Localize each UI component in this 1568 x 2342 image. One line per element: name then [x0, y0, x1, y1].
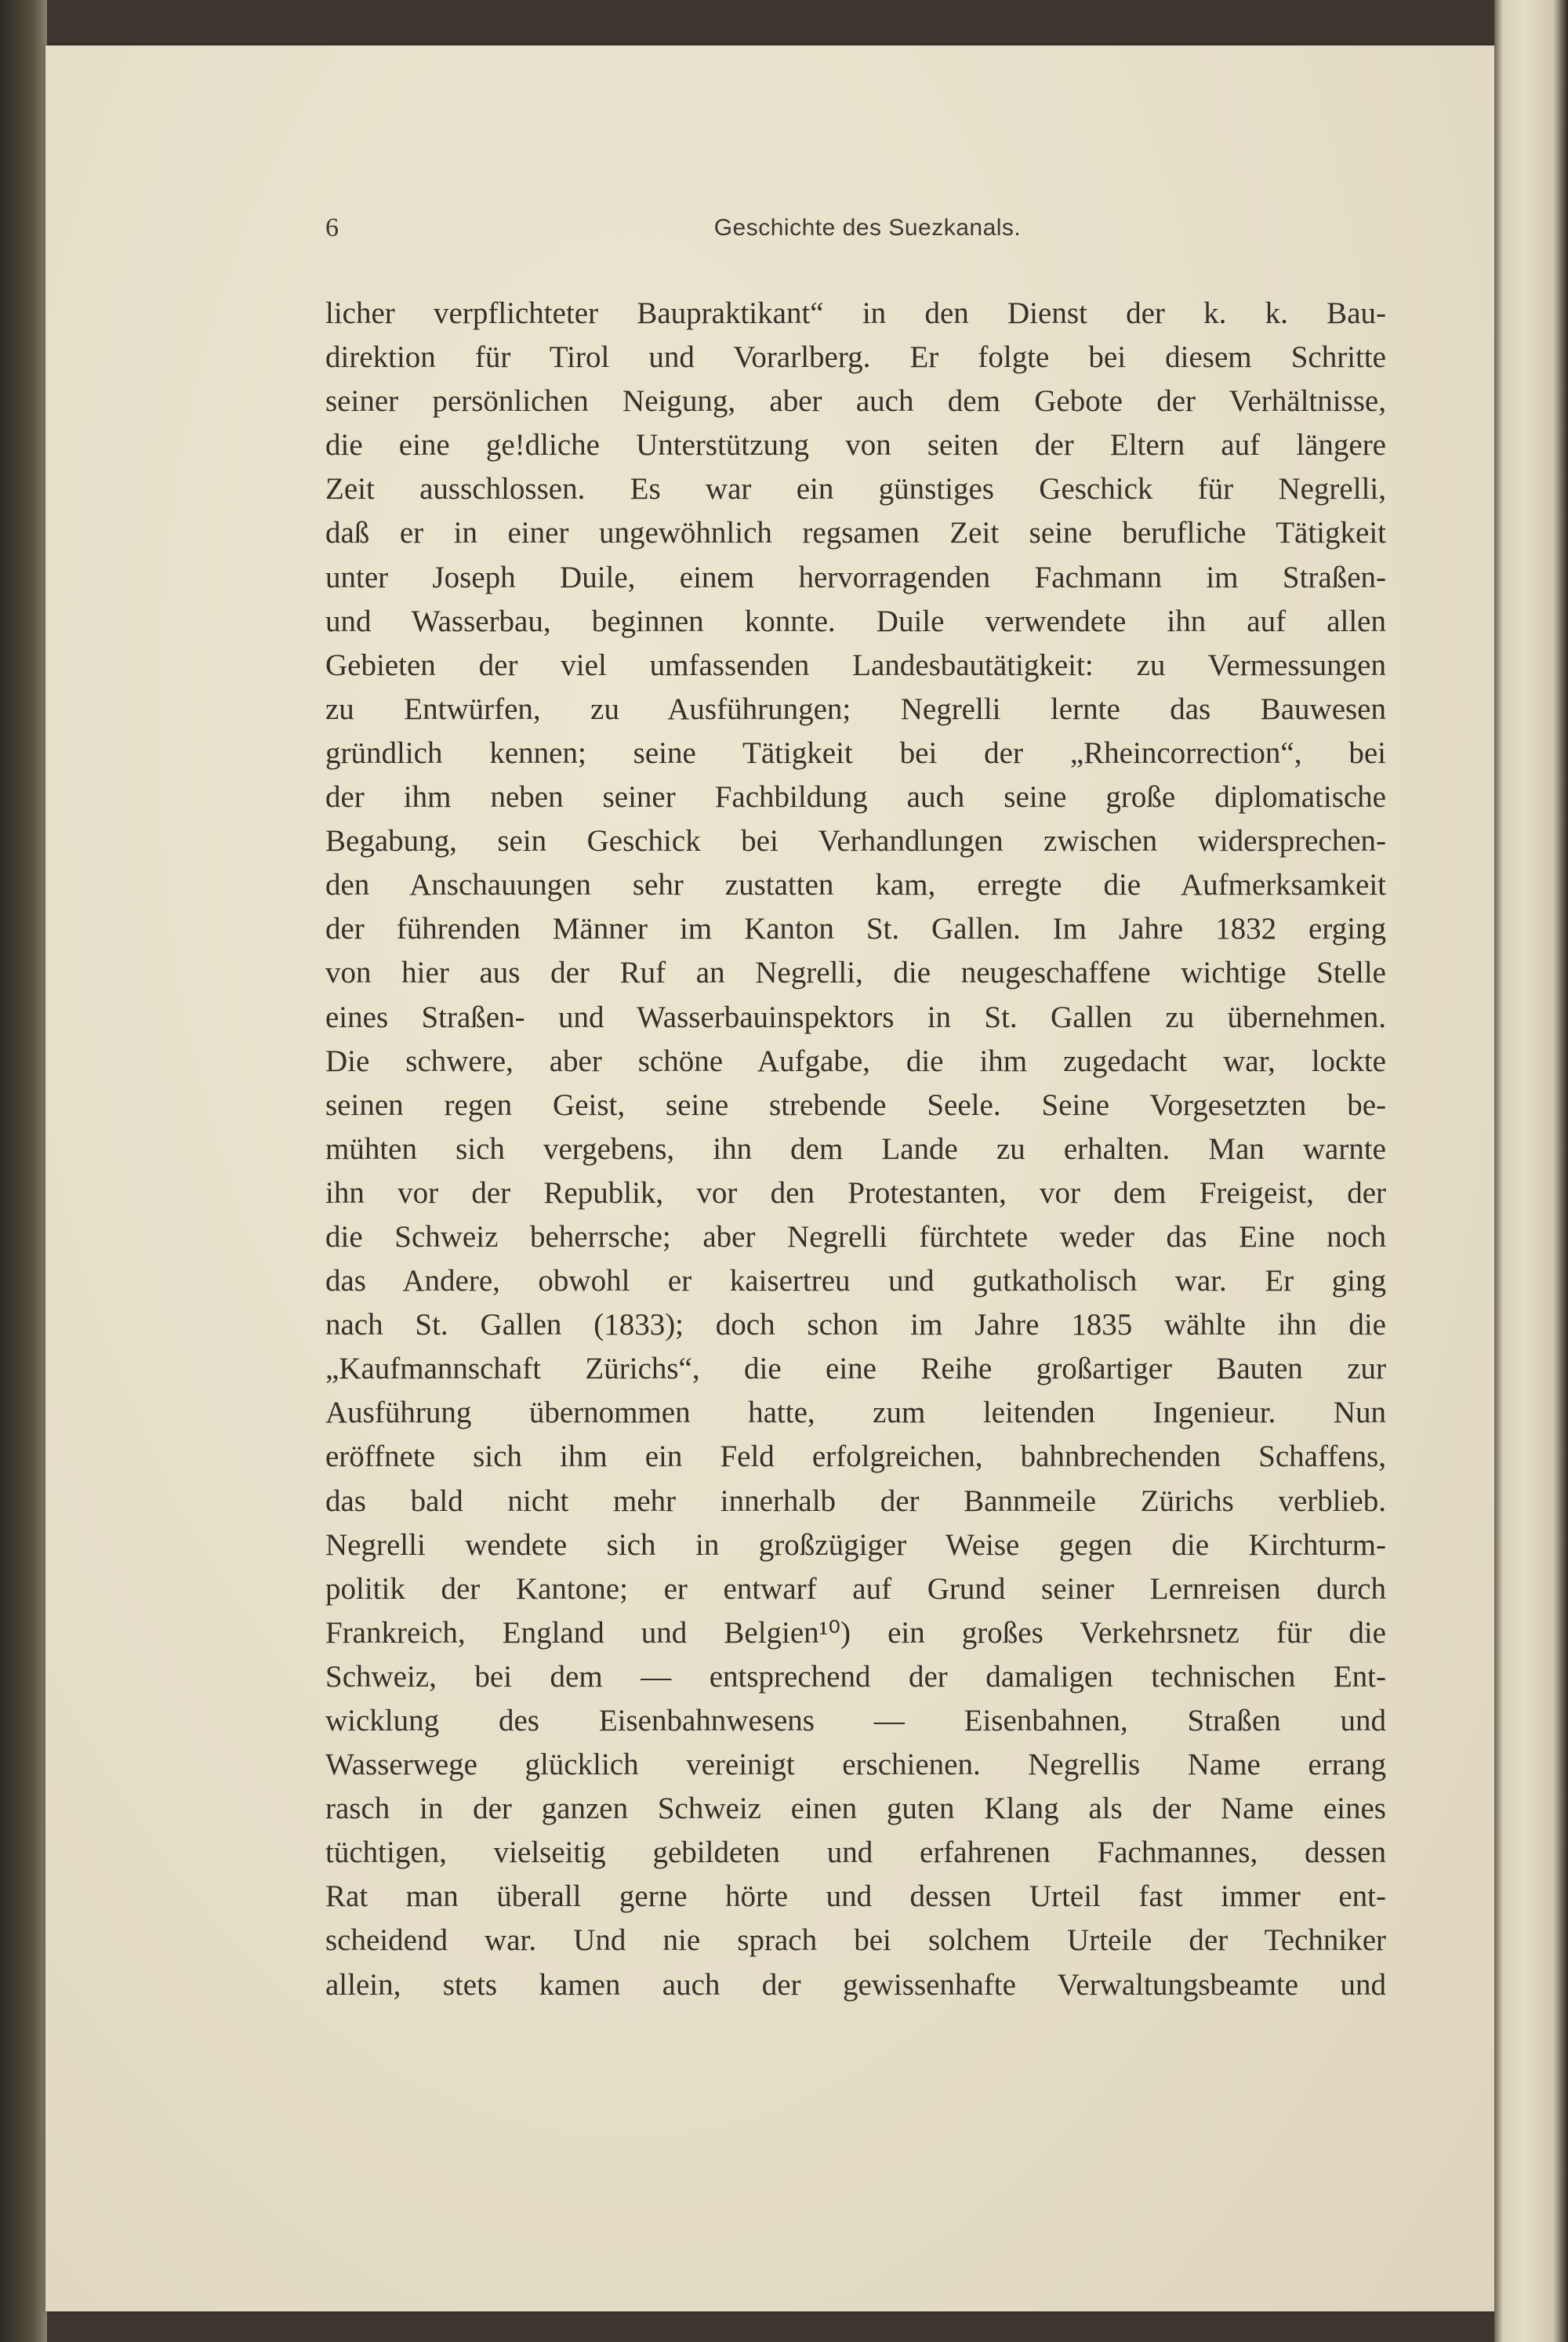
- text-line: Negrelli wendete sich in großzügiger Weise gegen die Kirchturm-: [325, 1527, 1386, 1562]
- text-line: das bald nicht mehr innerhalb der Bannmeile Zürichs verblieb.: [325, 1483, 1386, 1518]
- page-number: 6: [325, 213, 339, 242]
- text-line: Zeit ausschlossen. Es war ein günstiges Geschick für Negrelli,: [325, 472, 1386, 507]
- text-line: seiner persönlichen Neigung, aber auch dem Gebote der Verhältnisse,: [325, 384, 1386, 419]
- text-line: gründlich kennen; seine Tätigkeit bei der „Rheincorrection“, bei: [325, 735, 1386, 770]
- book-left-edge: [0, 0, 47, 2342]
- text-line: die Schweiz beherrsche; aber Negrelli fürchtete weder das Eine noch: [325, 1219, 1386, 1254]
- text-line: von hier aus der Ruf an Negrelli, die neugeschaffene wichtige Stelle: [325, 956, 1386, 990]
- text-line: zu Entwürfen, zu Ausführungen; Negrelli lernte das Bauwesen: [325, 692, 1386, 726]
- text-line: eröffnete sich ihm ein Feld erfolgreichen, bahnbrechenden Schaffens,: [325, 1440, 1386, 1474]
- running-title: Geschichte des Suezkanals.: [713, 215, 1022, 241]
- text-line: unter Joseph Duile, einem hervorragenden Fachmann im Straßen-: [325, 560, 1386, 594]
- text-line: das Andere, obwohl er kaisertreu und gutkatholisch war. Er ging: [325, 1264, 1386, 1298]
- text-line: eines Straßen- und Wasserbauinspektors in St. Gallen zu übernehmen.: [325, 1000, 1386, 1034]
- text-line: nach St. Gallen (1833); doch schon im Jahre 1835 wählte ihn die: [325, 1308, 1386, 1342]
- text-line: ihn vor der Republik, vor den Protestanten, vor dem Freigeist, der: [325, 1175, 1386, 1210]
- text-line: die eine ge!dliche Unterstützung von seiten der Eltern auf längere: [325, 428, 1386, 463]
- text-line: der ihm neben seiner Fachbildung auch seine große diplomatische: [325, 780, 1386, 815]
- text-line: und Wasserbau, beginnen konnte. Duile verwendete ihn auf allen: [325, 604, 1386, 638]
- page-header: [325, 213, 1386, 252]
- text-line: Ausführung übernommen hatte, zum leitenden Ingenieur. Nun: [325, 1396, 1386, 1430]
- text-line: Wasserwege glücklich vereinigt erschienen. Negrellis Name errang: [325, 1748, 1386, 1782]
- text-line: „Kaufmannschaft Zürichs“, die eine Reihe großartiger Bauten zur: [325, 1352, 1386, 1386]
- text-line: scheidend war. Und nie sprach bei solchem Urteile der Techniker: [325, 1923, 1386, 1958]
- text-line: Gebieten der viel umfassenden Landesbautätigkeit: zu Vermessungen: [325, 648, 1386, 682]
- text-line: Die schwere, aber schöne Aufgabe, die ihm zugedacht war, lockte: [325, 1044, 1386, 1078]
- text-line: Begabung, sein Geschick bei Verhandlungen zwischen widersprechen-: [325, 824, 1386, 859]
- text-line: Schweiz, bei dem — entsprechend der damaligen technischen Ent-: [325, 1659, 1386, 1694]
- body-text: [325, 292, 1386, 2007]
- book-gutter-next-page: [1494, 0, 1568, 2342]
- text-line: mühten sich vergebens, ihn dem Lande zu erhalten. Man warnte: [325, 1131, 1386, 1166]
- text-line: wicklung des Eisenbahnwesens — Eisenbahnen, Straßen und: [325, 1704, 1386, 1737]
- text-line: seinen regen Geist, seine strebende Seele. Seine Vorgesetzten be-: [325, 1087, 1386, 1122]
- text-line: allein, stets kamen auch der gewissenhafte Verwaltungsbeamte und: [325, 1967, 1386, 2002]
- text-line: daß er in einer ungewöhnlich regsamen Zeit seine berufliche Tätigkeit: [325, 516, 1386, 550]
- text-line: politik der Kantone; er entwarf auf Grund seiner Lernreisen durch: [325, 1571, 1386, 1606]
- text-line: rasch in der ganzen Schweiz einen guten Klang als der Name eines: [325, 1792, 1386, 1826]
- text-line: der führenden Männer im Kanton St. Gallen. Im Jahre 1832 erging: [325, 912, 1386, 946]
- text-line: den Anschauungen sehr zustatten kam, erregte die Aufmerksamkeit: [325, 868, 1386, 902]
- text-line: Rat man überall gerne hörte und dessen Urteil fast immer ent-: [325, 1879, 1386, 1914]
- text-line: tüchtigen, vielseitig gebildeten und erfahrenen Fachmannes, dessen: [325, 1835, 1386, 1870]
- text-line: Frankreich, England und Belgien¹⁰) ein großes Verkehrsnetz für die: [325, 1615, 1386, 1650]
- text-line: licher verpflichteter Baupraktikant“ in den Dienst der k. k. Bau-: [325, 296, 1386, 330]
- text-line: direktion für Tirol und Vorarlberg. Er folgte bei diesem Schritte: [325, 340, 1386, 375]
